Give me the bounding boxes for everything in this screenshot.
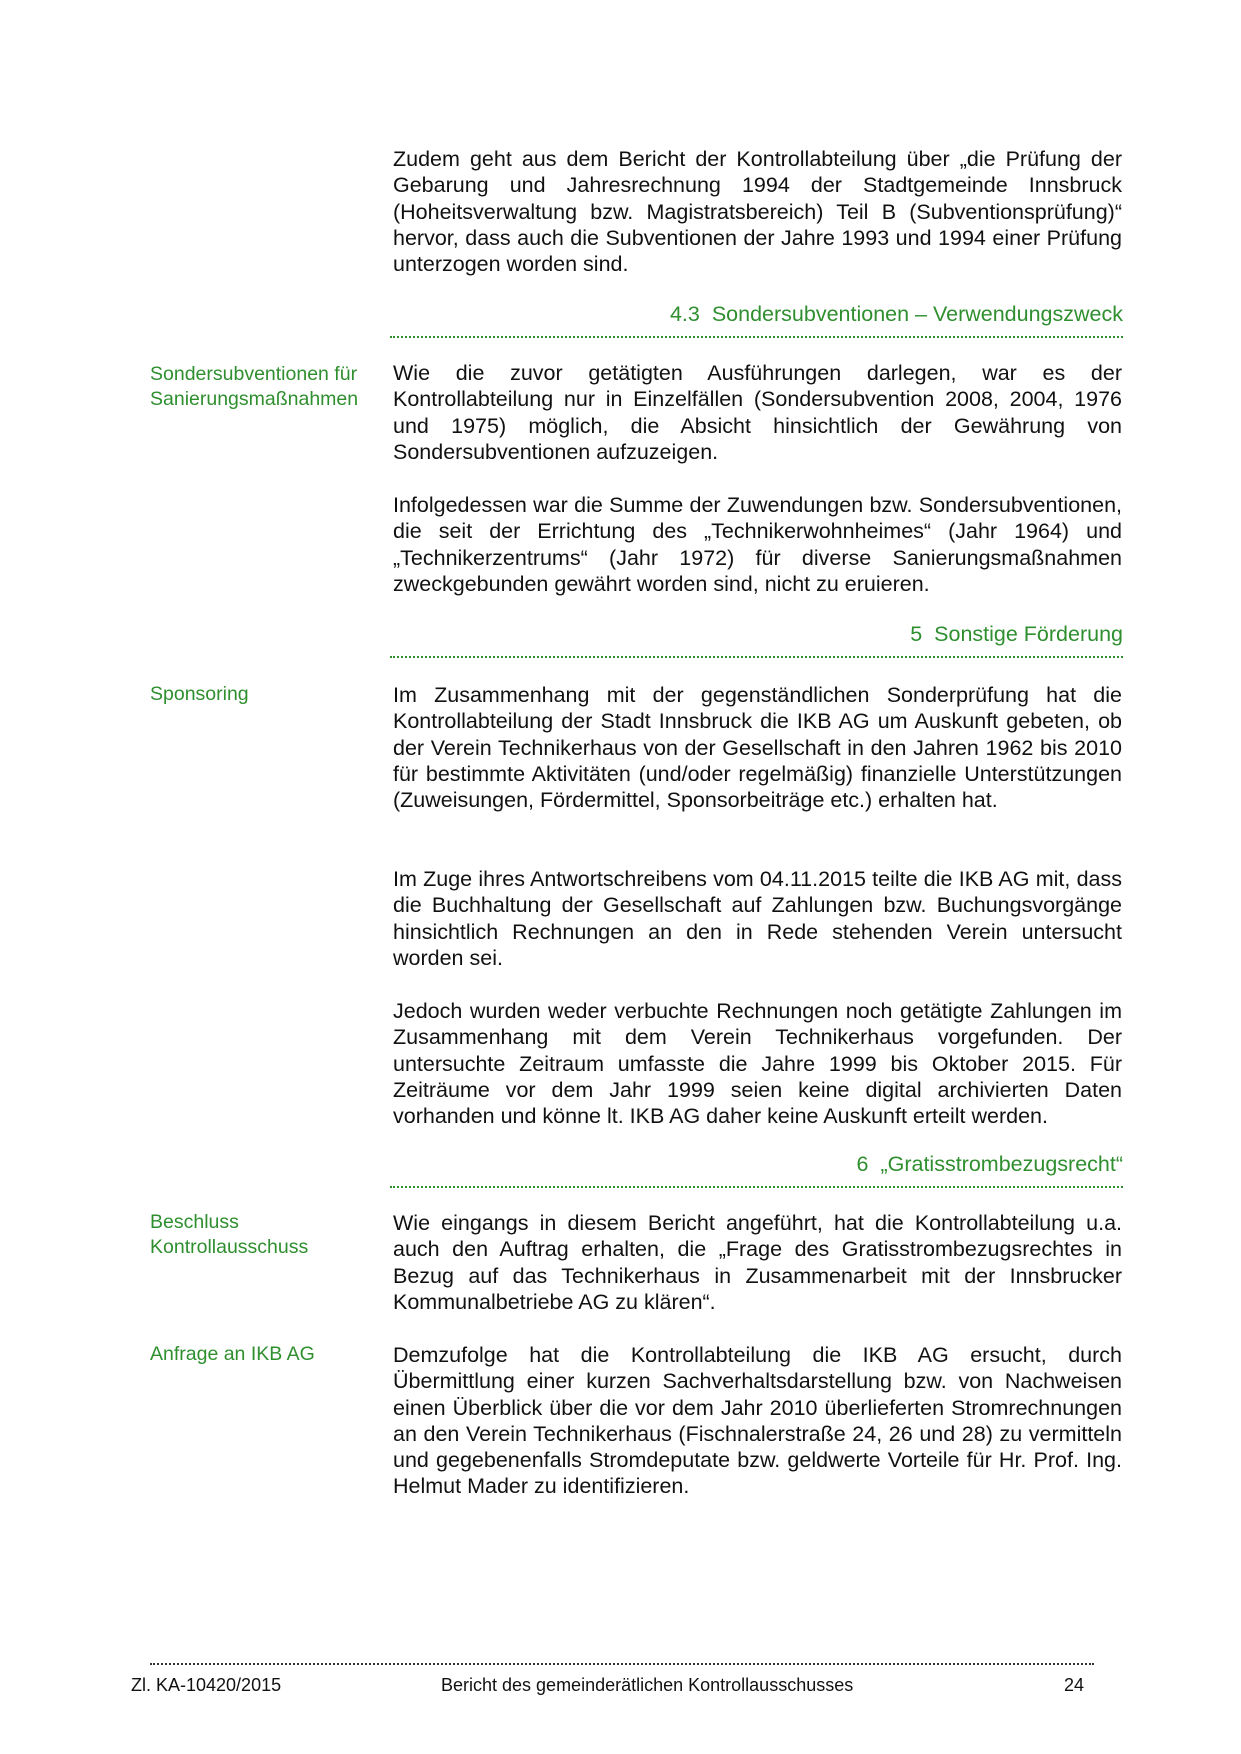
section-number: 6: [856, 1152, 869, 1176]
section-title: Sonstige Förderung: [934, 622, 1123, 646]
section-number: 5: [910, 622, 923, 646]
margin-note-sponsoring: Sponsoring: [150, 683, 249, 705]
section-title: „Gratisstrombezugsrecht“: [880, 1152, 1123, 1176]
section-title: Sondersubventionen – Verwendungszweck: [711, 302, 1123, 326]
margin-note-anfrage: Anfrage an IKB AG: [150, 1343, 315, 1365]
paragraph-summe-zuwendungen: Infolgedessen war die Summe der Zuwendungen bzw. Sondersubventionen, die seit der Errichtung des „Technikerwohnheimes“ (Jahr 1964) und „Technikerzentrums“ (Jahr 1972) für diverse Sanierungsmaßnahmen zweckgebunden gewährt worden sind, nicht zu eruieren.: [393, 493, 1122, 596]
paragraph-gratisstrom-auftrag: Wie eingangs in diesem Bericht angeführt, hat die Kontrollabteilung u.a. auch den Auftrag erhalten, die „Frage des Gratisstrombezugsrechtes in Bezug auf das Technikerhaus in Zusammenarbeit mit der Innsbrucker Kommunalbetriebe AG zu klären“.: [393, 1211, 1122, 1314]
section-number: 4.3: [669, 302, 700, 326]
footer-title: Bericht des gemeinderätlichen Kontrollausschusses: [441, 1675, 854, 1695]
margin-note-beschluss: Beschluss Kontrollausschuss: [150, 1211, 309, 1258]
paragraph-subventionspruefung: Zudem geht aus dem Bericht der Kontrollabteilung über „die Prüfung der Gebarung und Jahresrechnung 1994 der Stadtgemeinde Innsbruck (Hoheitsverwaltung bzw. Magistratsbereich) Teil B (Subventionsprüfung)“ hervor, dass auch die Subventionen der Jahre 1993 und 1994 einer Prüfung unterzogen worden sind.: [393, 147, 1122, 277]
paragraph-stromrechnungen: Demzufolge hat die Kontrollabteilung die IKB AG ersucht, durch Übermittlung einer kurzen Sachverhaltsdarstellung bzw. von Nachweisen einen Überblick über die vor dem Jahr 2010 überlieferten Stromrechnungen an den Verein Technikerhaus (Fischnalerstraße 24, 26 und 28) zu vermitteln und gegebenenfalls Stromdeputate bzw. geldwerte Vorteile für Hr. Prof. Ing. Helmut Mader zu identifizieren.: [393, 1343, 1122, 1499]
section-heading-5: [390, 622, 1123, 658]
paragraph-keine-rechnungen: Jedoch wurden weder verbuchte Rechnungen noch getätigte Zahlungen im Zusammenhang mit dem Verein Technikerhaus vorgefunden. Der untersuchte Zeitraum umfasste die Jahre 1999 bis Oktober 2015. Für Zeiträume vor dem Jahr 1999 seien keine digital archivierten Daten vorhanden und könne lt. IKB AG daher keine Auskunft erteilt werden.: [393, 999, 1122, 1129]
section-heading-4-3: [390, 302, 1123, 338]
footer-reference: Zl. KA-10420/2015: [131, 1675, 282, 1695]
paragraph-ikb-auskunft: Im Zusammenhang mit der gegenständlichen Sonderprüfung hat die Kontrollabteilung der Stadt Innsbruck die IKB AG um Auskunft gebeten, ob der Verein Technikerhaus von der Gesellschaft in den Jahren 1962 bis 2010 für bestimmte Aktivitäten (und/oder regelmäßig) finanzielle Unterstützungen (Zuweisungen, Fördermittel, Sponsorbeiträge etc.) erhalten hat.: [393, 683, 1122, 813]
margin-note-sondersubventionen: Sondersubventionen für Sanierungsmaßnahmen: [150, 363, 359, 410]
paragraph-einzelfaelle: Wie die zuvor getätigten Ausführungen darlegen, war es der Kontrollabteilung nur in Einzelfällen (Sondersubvention 2008, 2004, 1976 und 1975) möglich, die Absicht hinsichtlich der Gewährung von Sondersubventionen aufzuzeigen.: [393, 361, 1122, 464]
paragraph-antwortschreiben: Im Zuge ihres Antwortschreibens vom 04.11.2015 teilte die IKB AG mit, dass die Buchhaltung der Gesellschaft auf Zahlungen bzw. Buchungsvorgänge hinsichtlich Rechnungen an den in Rede stehenden Verein untersucht worden sei.: [393, 867, 1122, 970]
section-heading-6: [390, 1152, 1123, 1188]
footer-page-number: 24: [1064, 1675, 1085, 1695]
footer-divider: [150, 1663, 1094, 1665]
